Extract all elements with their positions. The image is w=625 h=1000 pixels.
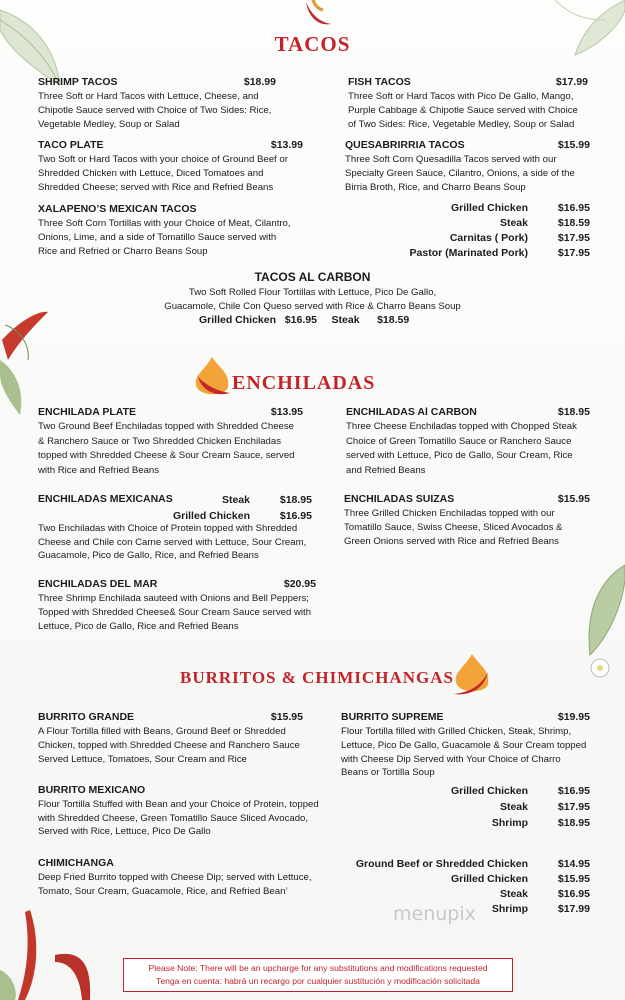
burrito-mexicano-price-options (360, 784, 590, 830)
mexicanas-description: Two Enchiladas with Choice of Protein topped with Shredded Cheese and Chile con Carne served with Lettuce, Sour Cream, Guacamole, Pico de Gallo, Rice, and Refried Beans (38, 523, 307, 562)
item-price: $17.99 (555, 76, 588, 88)
item-description: Three Soft Corn Tortillas with your Choice of Meat, Cilantro, Onions, Lime, and a side of Tomatillo Sauce served with Rice and Refried or Charro Beans Soup (38, 218, 291, 257)
item-name: FISH TACOS (348, 76, 411, 88)
menu-item-enchiladas-del-mar (38, 578, 316, 633)
item-name: SHRIMP TACOS (38, 76, 118, 88)
tacos-al-carbon-desc-2: Guacamole, Chile Con Queso served with Rice & Charro Beans Soup (164, 301, 461, 312)
tacos-al-carbon-desc-1: Two Soft Rolled Flour Tortillas with Lettuce, Pico De Gallo, (188, 287, 437, 298)
item-price: $13.99 (270, 139, 303, 151)
item-price: $19.95 (557, 711, 590, 723)
leaf-flower-right-icon (560, 560, 625, 690)
menu-item-chimichanga (38, 857, 313, 899)
chili-leaf-left-icon (0, 300, 50, 420)
item-price: $20.95 (283, 578, 316, 590)
price-option: Steak $18.95 (221, 494, 312, 506)
menu-item-shrimp-tacos (38, 76, 276, 131)
item-description: Deep Fried Burrito topped with Cheese Dip; served with Lettuce, Tomato, Sour Cream, Guacamole, Rice, and Refried Bean’ (38, 872, 312, 897)
item-description: Two Ground Beef Enchiladas topped with Shredded Cheese & Ranchero Sauce or Two Shredded Chicken Enchiladas topped with Shredded Cheese & Sour Cream Sauce, served with Rice and Refried Beans (38, 421, 295, 476)
menu-item-fish-tacos (348, 76, 588, 131)
price-option: Steak $17.95 (499, 801, 590, 813)
item-price: $15.99 (557, 139, 590, 151)
menu-item-enchilada-plate (38, 406, 303, 478)
item-description: Three Shrimp Enchilada sauteed with Onions and Bell Peppers; Topped with Shredded Cheese& Sour Cream Sauce served with Lettuce, Pico de Gallo, Rice and Refried Beans (38, 593, 312, 632)
mexicanas-price-options (150, 493, 312, 523)
note-line-spanish: Tenga en cuenta: habrá un recargo por cualquier sustitución y modificación solicitada (156, 976, 480, 986)
item-name: BURRITO GRANDE (38, 711, 135, 723)
item-description: Three Grilled Chicken Enchiladas topped with our Tomatillo Sauce, Swiss Cheese, Sliced Avocados & Green Onions served with Rice and Refried Beans (344, 508, 563, 547)
item-description: Three Cheese Enchiladas topped with Chopped Steak Choice of Green Tomatillo Sauce or Ranchero Sauce served with Lettuce, Pico de Gallo, Sour Cream, Rice and Refried Beans (346, 421, 577, 476)
flame-chili-icon (190, 355, 234, 399)
menu-item-burrito-mexicano (38, 784, 323, 839)
menu-item-taco-plate (38, 139, 303, 194)
item-price: $13.95 (270, 406, 303, 418)
item-name: CHIMICHANGA (38, 857, 114, 869)
menu-item-burrito-supreme (341, 711, 590, 780)
menu-item-burrito-grande (38, 711, 303, 766)
item-name: BURRITO MEXICANO (38, 784, 146, 796)
tacos-al-carbon-options: Grilled Chicken $16.95 Steak $18.59 (199, 314, 410, 326)
note-line-english: Please Note: There will be an upcharge for any substitutions and modifications requested (148, 963, 488, 973)
price-option: Shrimp $17.99 (491, 903, 590, 915)
menu-item-xalapeno-tacos (38, 203, 298, 258)
price-option: Steak $18.59 (499, 217, 590, 229)
price-option: Grilled Chicken $15.95 (450, 873, 590, 885)
item-name-tacos-al-carbon: TACOS AL CARBON (254, 270, 371, 284)
item-description: Three Soft Corn Quesadilla Tacos served with our Specialty Green Sauce, Cilantro, Onions, a side of the Birria Broth, Rice, and Charro Beans Soup (345, 154, 575, 193)
item-name: XALAPENO’S MEXICAN TACOS (38, 203, 197, 215)
item-name: ENCHILADAS DEL MAR (38, 578, 158, 590)
item-name: ENCHILADA PLATE (38, 406, 136, 418)
item-name: QUESABRIRRIA TACOS (345, 139, 465, 151)
menu-item-enchiladas-suizas (344, 493, 590, 548)
item-description: Three Soft or Hard Tacos with Lettuce, Cheese, and Chipotle Sauce served with Choice of Two Sides: Rice, Vegetable Medley, Soup or Salad (38, 91, 272, 130)
section-title-burritos: BURRITOS & CHIMICHANGAS (180, 668, 454, 687)
item-description: A Flour Tortilla filled with Beans, Ground Beef or Shredded Chicken, topped with Shredded Cheese and Ranchero Sauce Served Lettuce, Tomatoes, Sour Cream and Rice (38, 726, 300, 765)
price-option: Shrimp $18.95 (491, 817, 590, 829)
price-option: Carnitas ( Pork) $17.95 (449, 232, 590, 244)
item-name: TACO PLATE (38, 139, 104, 151)
menu-item-enchiladas-al-carbon (346, 406, 590, 478)
section-title-tacos: TACOS (274, 32, 351, 56)
chili-pepper-icon (301, 0, 335, 28)
flame-chili-icon (448, 652, 494, 698)
chili-bottom-left-icon (0, 900, 95, 1000)
upcharge-note (123, 958, 513, 992)
price-option: Grilled Chicken $16.95 (450, 202, 590, 214)
section-title-enchiladas: ENCHILADAS (232, 372, 376, 394)
price-option: Pastor (Marinated Pork) $17.95 (409, 247, 590, 259)
item-price: $18.95 (557, 406, 590, 418)
price-option: Grilled Chicken $16.95 (172, 510, 312, 522)
item-price: $15.95 (557, 493, 590, 505)
watermark: menupix (393, 903, 476, 925)
item-price: $18.99 (243, 76, 276, 88)
item-description: Flour Tortilla Stuffed with Bean and your Choice of Protein, topped with Shredded Cheese, Green Tomatillo Sauce Sliced Avocado, Served with Rice, Lettuce, Pico De Gallo (38, 799, 319, 838)
menu-item-quesabirria-tacos (345, 139, 590, 194)
item-name: BURRITO SUPREME (341, 711, 444, 723)
xalapeno-price-options (330, 201, 590, 260)
item-name: ENCHILADAS MEXICANAS (38, 493, 173, 505)
item-description: Three Soft or Hard Tacos with Pico De Gallo, Mango, Purple Cabbage & Chipotle Sauce served with Choice of Two Sides: Rice, Vegetable Medley, Soup or Salad (348, 91, 578, 130)
price-option: Ground Beef or Shredded Chicken $14.95 (355, 858, 590, 870)
item-description: Two Soft or Hard Tacos with your choice of Ground Beef or Shredded Chicken with Lettuce, Diced Tomatoes and Shredded Cheese; served with Rice and Refried Beans (38, 154, 288, 193)
item-name: ENCHILADAS Al CARBON (346, 406, 477, 418)
price-option: Grilled Chicken $16.95 (450, 785, 590, 797)
price-option: Steak $16.95 (499, 888, 590, 900)
item-price: $15.95 (270, 711, 303, 723)
item-name: ENCHILADAS SUIZAS (344, 493, 455, 505)
item-description: Flour Tortilla filled with Grilled Chicken, Steak, Shrimp, Lettuce, Pico De Gallo, Guacamole & Sour Cream topped with Cheese Dip Served with Your Choice of Charro Beans or Tortilla Soup (341, 726, 587, 779)
